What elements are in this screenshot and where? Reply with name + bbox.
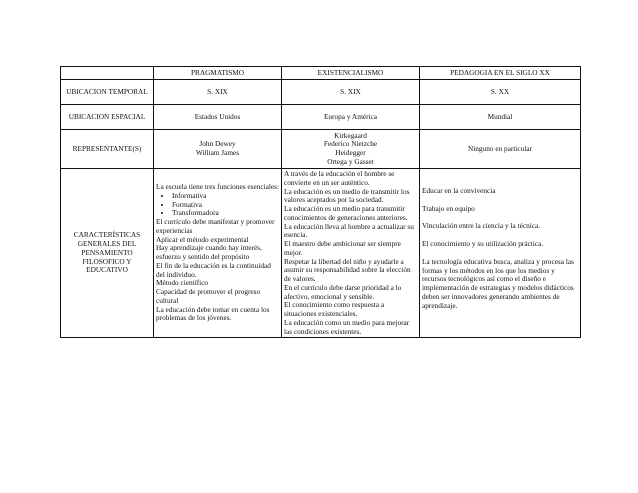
cell-car-pedagogia: [420, 169, 581, 338]
pragmatismo-item: Aplicar el método experimental: [156, 234, 249, 244]
cell-rep-existencialismo: [282, 130, 420, 169]
pedagogia-item: El conocimiento y su utilización práctica.: [422, 239, 544, 249]
row-ubicacion-temporal: [61, 80, 581, 105]
row-representantes: [61, 130, 581, 169]
header-existencialismo: EXISTENCIALISMO: [282, 67, 420, 80]
representante-name: John Dewey: [199, 139, 236, 149]
existencialismo-item: Respetar la libertad del niño y ayudarle a asumir su responsabilidad sobre la elección de valores.: [284, 256, 411, 283]
pragmatismo-item: El fin de la educación es la continuidad del individuo.: [156, 260, 271, 279]
header-row: [61, 67, 581, 80]
representante-name: William James: [195, 148, 240, 157]
existencialismo-item: En el currículo debe darse prioridad a lo afectivo, emocional y sensible.: [284, 282, 402, 301]
existencialismo-item: El conocimiento como respuesta a situaciones existenciales.: [284, 300, 385, 318]
existencialismo-item: La educación como un medio para mejorar las condiciones existentes.: [284, 317, 410, 336]
pragmatismo-item: El currículo debe manifestar y promover experiencias: [156, 217, 275, 235]
pragmatismo-item: Hay aprendizaje cuando hay interés, esfuerzo y sentido del propósito: [156, 243, 262, 262]
pragmatismo-item: La educación debe tomar en cuenta los problemas de los jóvenes.: [156, 304, 270, 323]
cell-temporal-existencialismo: S. XIX: [282, 80, 420, 105]
row-ubicacion-espacial: [61, 105, 581, 130]
pragmatismo-functions-list: [156, 192, 279, 218]
list-item: • Informativa: [172, 192, 279, 201]
existencialismo-item: La educación es un medio para transmitir conocimientos de generaciones anteriores.: [284, 204, 408, 222]
row-caracteristicas: [61, 169, 581, 338]
representante-name: Kirkegaard: [334, 130, 367, 140]
comparison-table: [60, 66, 581, 338]
header-pragmatismo: PRAGMATISMO: [154, 67, 282, 80]
existencialismo-item: La educación lleva al hombre a actualizar su esencia.: [284, 221, 414, 240]
label-ubicacion-espacial: UBICACION ESPACIAL: [61, 105, 154, 130]
cell-temporal-pragmatismo: S. XIX: [154, 80, 282, 105]
list-item: • Formativa: [172, 201, 279, 210]
label-ubicacion-temporal: UBICACION TEMPORAL: [61, 80, 154, 105]
pedagogia-item: Vinculación entre la ciencia y la técnica.: [422, 221, 541, 231]
pragmatismo-item: Capacidad de promover el progreso cultural: [156, 287, 261, 305]
cell-temporal-pedagogia: S. XX: [420, 80, 581, 105]
existencialismo-item: A través de la educación el hombre se convierte en un ser auténtico.: [284, 169, 395, 187]
existencialismo-item: La educación es un medio de transmitir los valores aceptados por la sociedad.: [284, 186, 410, 205]
header-pedagogia: PEDAGOGIA EN EL SIGLO XX: [420, 67, 581, 80]
label-caracteristicas: CARACTERÍSTICAS GENERALES DEL PENSAMIENTO FILOSOFICO Y EDUCATIVO: [61, 169, 154, 338]
header-empty: [61, 67, 154, 80]
pedagogia-item: Trabajo en equipo: [422, 203, 475, 213]
pragmatismo-item: Método científico: [156, 278, 209, 288]
cell-espacial-existencialismo: Europa y América: [282, 105, 420, 130]
existencialismo-item: El maestro debe ambicionar ser siempre mejor.: [284, 239, 401, 257]
cell-car-existencialismo: [282, 169, 420, 338]
cell-rep-pedagogia: Ninguno en particular: [420, 130, 581, 169]
cell-espacial-pragmatismo: Estados Unidos: [154, 105, 282, 130]
representante-name: Ortega y Gasset: [327, 156, 374, 166]
pedagogia-item: Educar en la convivencia: [422, 185, 496, 195]
cell-car-pragmatismo: [154, 169, 282, 338]
list-item: • Transformadora: [172, 209, 279, 218]
cell-rep-pragmatismo: [154, 130, 282, 169]
cell-espacial-pedagogia: Mundial: [420, 105, 581, 130]
representante-name: Heidegger: [335, 148, 366, 157]
label-representantes: REPRESENTANTE(S): [61, 130, 154, 169]
pragmatismo-intro: La escuela tiene tres funciones esenciales:: [156, 182, 279, 192]
pedagogia-item: La tecnología educativa busca, analiza y procesa las formas y los métodos en los que los medios y recursos tecnológicos así como el diseño e implementación de estrategias y modelos didácticos deben ser innovadores generando ambientes de aprendizaje.: [422, 256, 574, 310]
representante-name: Federico Nietzche: [323, 139, 378, 149]
